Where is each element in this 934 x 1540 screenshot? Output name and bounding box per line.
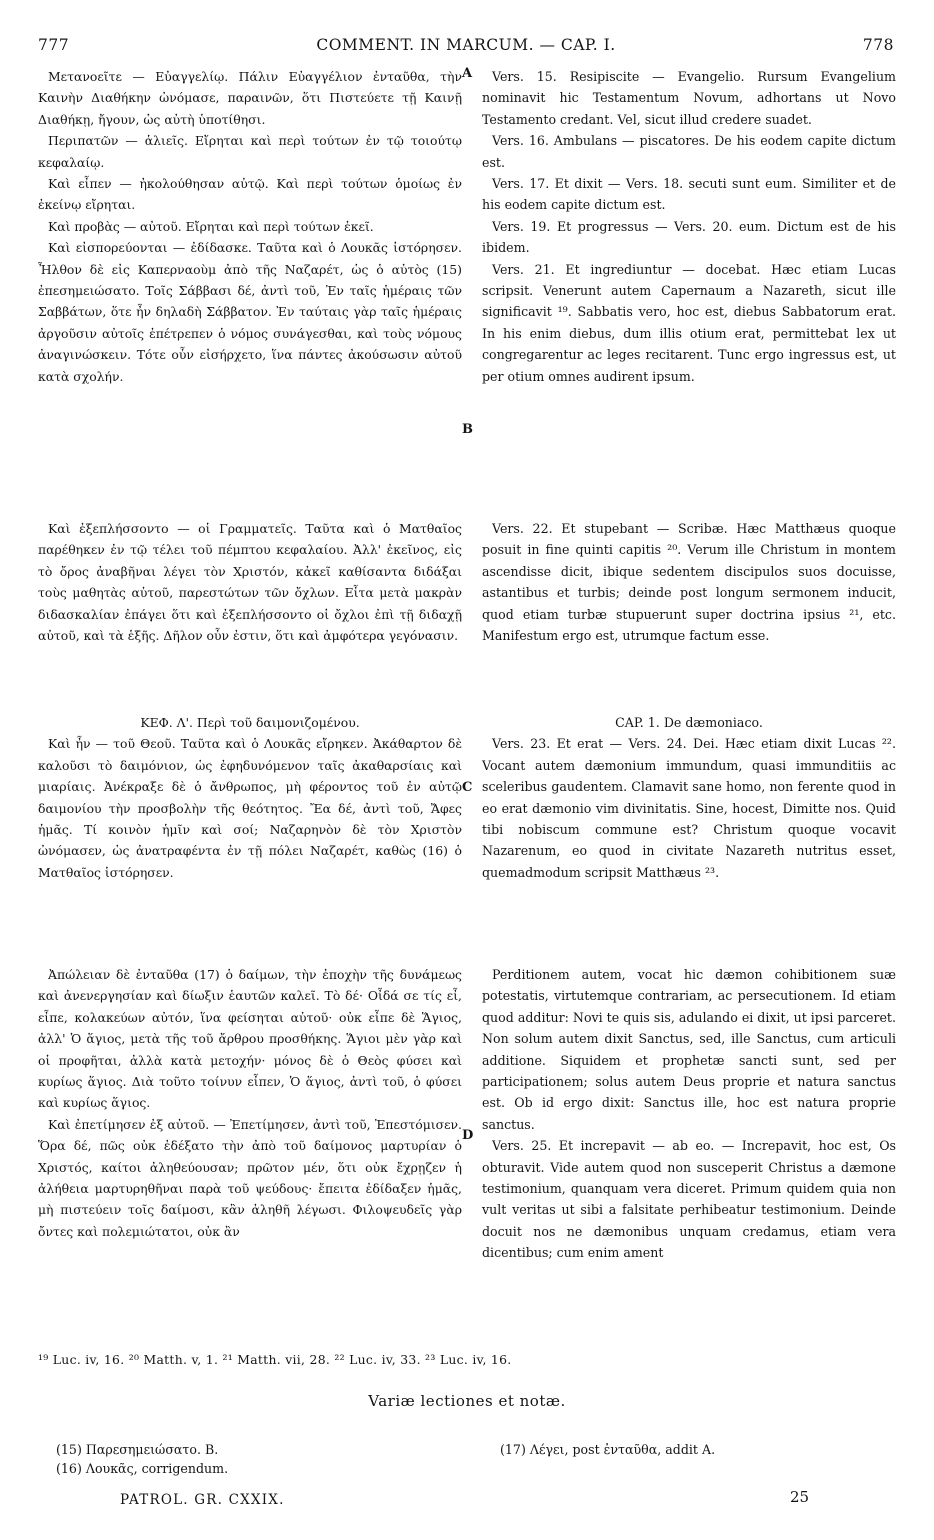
greek-paragraph: Περιπατῶν — ἁλιεῖς. Εἴρηται καὶ περὶ τούτων ἐν τῷ τοιούτῳ κεφαλαίῳ.: [38, 133, 462, 170]
footnotes: ¹⁹ Luc. iv, 16. ²⁰ Matth. v, 1. ²¹ Matth. vii, 28. ²² Luc. iv, 33. ²³ Luc. iv, 16.: [38, 1352, 512, 1367]
greek-block-1: [38, 66, 462, 387]
latin-paragraph: Vers. 23. Et erat — Vers. 24. Dei. Hæc etiam dixit Lucas ²². Vocant autem dæmonium immundum, quasi immunditiis ac sceleribus gaudentem. Clamavit sane homo, non ferente quod in eo erat dæmonio vim divinitatis. Sine, hocest, Dimitte nos. Quid tibi nobiscum commune est? Christum quoque vocavit Nazarenum, eo quod in civitate Nazareth nutritus esset, quemadmodum scripsit Matthæus ²³.: [482, 736, 896, 880]
latin-paragraph: Vers. 25. Et increpavit — ab eo. — Increpavit, hoc est, Os obturavit. Vide autem quod non susceperit Christus a dæmone testimonium, quanquam vera diceret. Primum quidem quia non vult veritas ut sibi a falsitate perhibeatur testimonium. Deinde docuit nos ne dæmonibus unquam credamus, etiam vera dicentibus; cum enim ament: [482, 1138, 896, 1261]
latin-paragraph: Vers. 19. Et progressus — Vers. 20. eum. Dictum est de his ibidem.: [482, 218, 896, 256]
variae-heading: Variæ lectiones et notæ.: [368, 1392, 566, 1410]
latin-block-4: [482, 964, 896, 1264]
greek-block-2: [38, 518, 462, 646]
greek-paragraph: Καὶ εἰσπορεύονται — ἐδίδασκε. Ταῦτα καὶ ὁ Λουκᾶς ἱστόρησεν. Ἦλθον δὲ εἰς Καπερναοὺμ ἀπὸ τῆς Ναζαρέτ, ὡς ὁ αὐτὸς (15) ἐπεσημειώσατο. Τοῖς Σάββασι δέ, ἀντὶ τοῦ, Ἐν ταῖς ἡμέραις τῶν Σαββάτων, ὅτε ἦν δηλαδὴ Σάββατον. Ἐν ταύταις γὰρ ταῖς ἡμέραις ἀργοῦσιν αὐτοῖς ἐπέτρεπεν ὁ νόμος συνάγεσθαι, καὶ τοὺς νόμους ἀναγινώσκειν. Τότε οὖν εἰσήρχετο, ἵνα πάντες ἀκούσωσιν αὐτοῦ κατὰ σχολήν.: [38, 240, 462, 384]
latin-paragraph: Vers. 16. Ambulans — piscatores. De his eodem capite dictum est.: [482, 133, 896, 170]
signature-mark: PATROL. GR. CXXIX.: [120, 1492, 285, 1508]
greek-paragraph: Ἀπώλειαν δὲ ἐνταῦθα (17) ὁ δαίμων, τὴν ἐποχὴν τῆς δυνάμεως καὶ ἀνενεργησίαν καὶ δίωξιν ἑαυτῶν καλεῖ. Τὸ δέ· Οἶδά σε τίς εἶ, εἶπε, κολακεύων αὐτόν, ἵνα φείσηται αὐτοῦ· οὐκ εἶπε δὲ Ἅγιος, ἀλλ' Ὁ ἅγιος, μετὰ τῆς τοῦ ἄρθρου προσθήκης. Ἅγιοι μὲν γὰρ καὶ οἱ προφῆται, ἀλλὰ κατὰ μετοχήν· μόνος δὲ ὁ Θεὸς φύσει καὶ κυρίως ἅγιος. Διὰ τοῦτο τοίνυν εἶπεν, Ὁ ἅγιος, ἀντὶ τοῦ, ὁ φύσει καὶ κυρίως ἅγιος.: [38, 967, 462, 1111]
latin-paragraph: Vers. 22. Et stupebant — Scribæ. Hæc Matthæus quoque posuit in fine quinti capitis ²⁰. Verum ille Christum in montem ascendisse dicit, ibique sedentem discipulos suos docuisse, astantibus et turbis; deinde post longum sermonem inducit, quod etiam turbæ stupuerunt super doctrina ipsius ²¹, etc. Manifestum ergo est, utrumque factum esse.: [482, 521, 896, 644]
page-header: [38, 36, 894, 60]
variant-note: (17) Λέγει, post ἐνταῦθα, addit A.: [500, 1442, 716, 1457]
latin-chapter-heading: CAP. 1. De dæmoniaco.: [615, 715, 763, 730]
variant-note: (16) Λουκᾶς, corrigendum.: [56, 1461, 229, 1476]
variant-note: (15) Παρεσημειώσατο. B.: [56, 1442, 219, 1457]
variants-right: [500, 1440, 715, 1459]
greek-paragraph: Καὶ εἶπεν — ἠκολούθησαν αὐτῷ. Καὶ περὶ τούτων ὁμοίως ἐν ἐκείνῳ εἴρηται.: [38, 176, 462, 213]
greek-paragraph: Καὶ ἦν — τοῦ Θεοῦ. Ταῦτα καὶ ὁ Λουκᾶς εἴρηκεν. Ἀκάθαρτον δὲ καλοῦσι τὸ δαιμόνιον, ὡς ἐφηδυνόμενον ταῖς ἀκαθαρσίαις καὶ μιαρίαις. Ἀνέκραξε δὲ ὁ ἄνθρωπος, μὴ φέροντος τοῦ ἐν αὐτῷ δαιμονίου τὴν προσβολὴν τῆς θεότητος. Ἔα δέ, ἀντὶ τοῦ, Ἄφες ἡμᾶς. Τί κοινὸν ἡμῖν καὶ σοί; Ναζαρηνὸν δὲ τὸν Χριστὸν ὠνόμασεν, ὡς ἀνατραφέντα ἐν τῇ πόλει Ναζαρέτ, καθὼς (16) ὁ Ματθαῖος ἱστόρησεν.: [38, 736, 462, 880]
latin-paragraph: Vers. 21. Et ingrediuntur — docebat. Hæc etiam Lucas scripsit. Venerunt autem Capernaum a Nazareth, sicut ille significavit ¹⁹. Sabbatis vero, hoc est, diebus Sabbatorum erat. In his enim diebus, dum illis otium erat, permittebat lex ut congregarentur ac leges recitarent. Tunc ergo ingressus est, ut per otium omnes audirent ipsum.: [482, 261, 896, 384]
running-title: COMMENT. IN MARCUM. — CAP. I.: [316, 36, 616, 54]
latin-paragraph: Vers. 15. Resipiscite — Evangelio. Rursum Evangelium nominavit hic Testamentum Novum, adhortans ut Novo Testamento credant. Vel, sicut illud credere suadet.: [482, 69, 896, 127]
greek-paragraph: Μετανοεῖτε — Εὐαγγελίῳ. Πάλιν Εὐαγγέλιον ἐνταῦθα, τὴν Καινὴν Διαθήκην ὠνόμασε, παραινῶν, ὅτι Πιστεύετε τῇ Καινῇ Διαθήκῃ, ἤγουν, ὡς αὐτὴ ὑποτίθησι.: [38, 69, 462, 127]
margin-mark-b: B: [462, 422, 473, 437]
greek-chapter-heading: ΚΕΦ. Λ'. Περὶ τοῦ δαιμονιζομένου.: [140, 715, 360, 730]
latin-paragraph: Perditionem autem, vocat hic dæmon cohibitionem suæ potestatis, virtutemque contrariam, ac persecutionem. Id etiam quod additur: Novi te quis sis, adulando ei dixit, ut ipsi parceret. Non solum autem dixit Sanctus, sed, ille Sanctus, cum articuli additione. Siquidem et prophetæ sancti sunt, sed per participationem; solus autem Deus proprie et natura sanctus est. Ob id ergo dixit: Sanctus ille, hoc est natura proprie sanctus.: [482, 967, 896, 1132]
page-number-left: 777: [38, 36, 70, 54]
greek-paragraph: Καὶ προβὰς — αὐτοῦ. Εἴρηται καὶ περὶ τούτων ἐκεῖ.: [48, 218, 374, 234]
margin-mark-c: C: [462, 780, 473, 795]
margin-mark-d: D: [462, 1128, 474, 1143]
greek-paragraph: Καὶ ἐξεπλήσσοντο — οἱ Γραμματεῖς. Ταῦτα καὶ ὁ Ματθαῖος παρέθηκεν ἐν τῷ τέλει τοῦ πέμπτου κεφαλαίου. Ἀλλ' ἐκεῖνος, εἰς τὸ ὄρος ἀναβῆναι λέγει τὸν Χριστόν, κἀκεῖ καθίσαντα διδάξαι τοὺς μαθητὰς αὐτοῦ, παρεστώτων τῶν ὄχλων. Εἶτα μετὰ μακρὰν διδασκαλίαν ἐπάγει ὅτι καὶ ἐξεπλήσσοντο οἱ ὄχλοι ἐπὶ τῇ διδαχῇ αὐτοῦ, καὶ τὰ ἑξῆς. Δῆλον οὖν ἐστιν, ὅτι καὶ ἀμφότερα γεγόνασιν.: [38, 521, 462, 644]
variants-left: [56, 1440, 228, 1478]
greek-paragraph: Καὶ ἐπετίμησεν ἐξ αὐτοῦ. — Ἐπετίμησεν, ἀντὶ τοῦ, Ἐπεστόμισεν. Ὅρα δέ, πῶς οὐκ ἐδέξατο τὴν ἀπὸ τοῦ δαίμονος μαρτυρίαν ὁ Χριστός, καίτοι ἀληθεύουσαν; πρῶτον μέν, ὅτι οὐκ ἔχρῃζεν ἡ ἀλήθεια μαρτυρηθῆναι παρὰ τοῦ ψεύδους· ἔπειτα ἐδίδαξεν ἡμᾶς, μὴ πιστεύειν τοῖς δαίμοσι, κἂν ἀληθῆ λέγωσι. Φιλοψευδεῖς γὰρ ὄντες καὶ πολεμιώτατοι, οὐκ ἂν: [38, 1116, 462, 1239]
margin-mark-a: A: [462, 66, 473, 81]
greek-block-4: [38, 964, 462, 1242]
signature-number: 25: [790, 1488, 810, 1506]
latin-block-2: [482, 518, 896, 646]
page-number-right: 778: [862, 36, 894, 54]
latin-block-3: [482, 712, 896, 883]
latin-paragraph: Vers. 17. Et dixit — Vers. 18. secuti sunt eum. Similiter et de his eodem capite dictum est.: [482, 176, 896, 213]
latin-block-1: [482, 66, 896, 387]
greek-block-3: [38, 712, 462, 883]
